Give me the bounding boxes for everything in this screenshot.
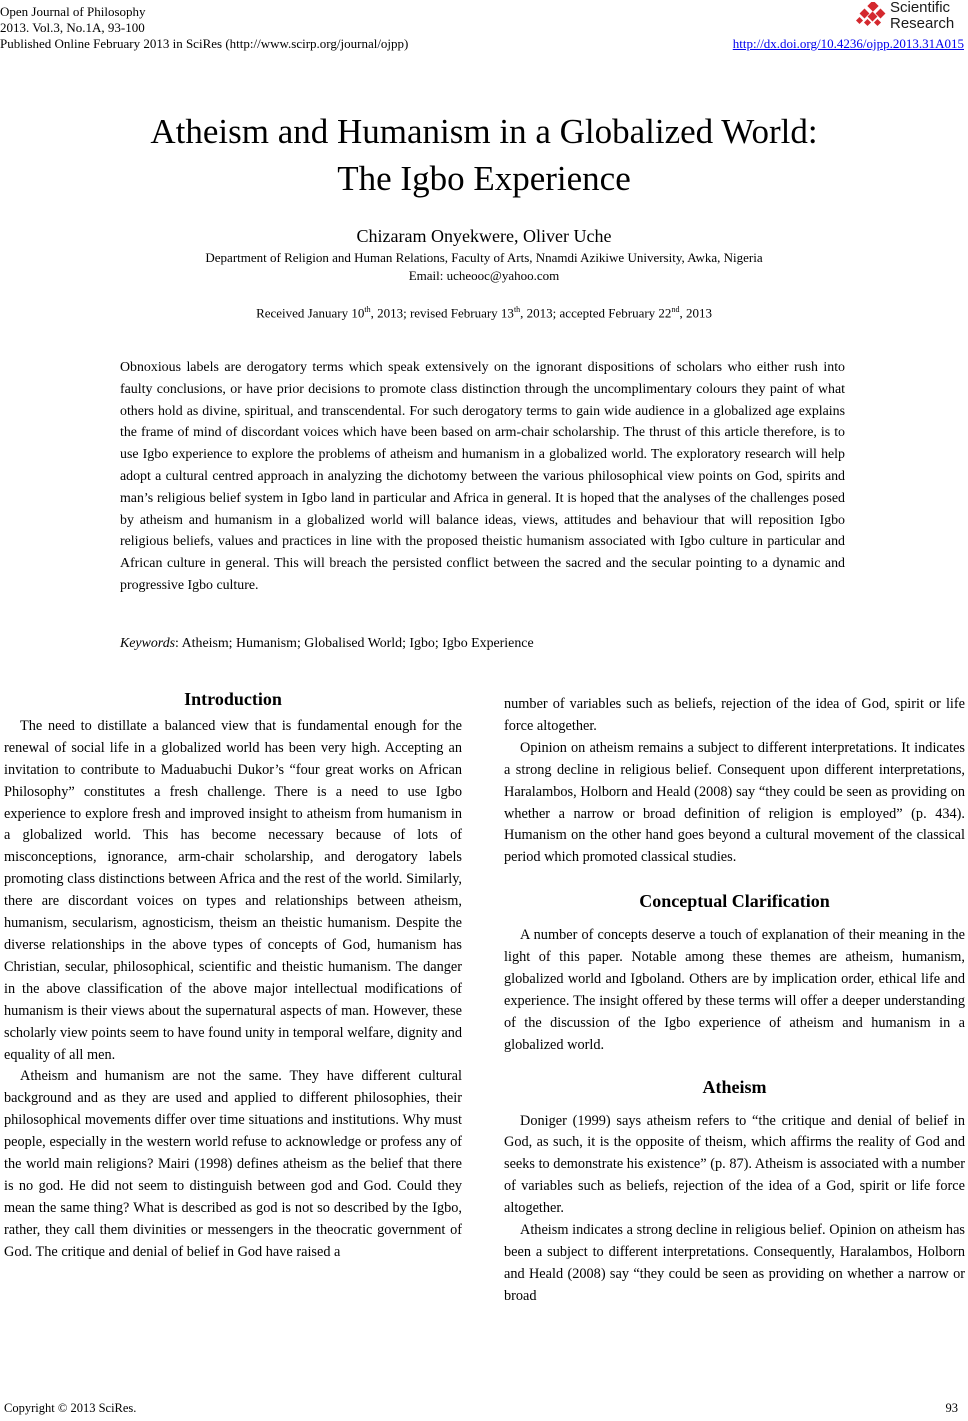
left-column: [4, 689, 462, 1264]
keywords: [120, 636, 534, 652]
journal-name: Open Journal of Philosophy: [0, 4, 146, 19]
section-heading-introduction: Introduction: [184, 689, 282, 709]
paper-title: Atheism and Humanism in a Globalized World: The Igbo Experience: [150, 112, 818, 198]
running-header: [0, 4, 408, 52]
published-line: Published Online February 2013 in SciRes (http://www.scirp.org/journal/ojpp): [0, 36, 409, 51]
paragraph: Opinion on atheism remains a subject to different interpretations. It indicates a strong decline in religious belief. Consequent upon different interpretations, Haralambos, Holborn and Heald (2008) say “they could be seen as providing on whether a narrow or broad definition of religion is employed” (p. 434). Humanism on the other hand goes beyond a cultural movement of the classical period which promoted classical studies.: [504, 739, 965, 866]
section-heading-atheism: Atheism: [702, 1076, 767, 1097]
affiliation: Department of Religion and Human Relations, Faculty of Arts, Nnamdi Azikiwe University, Awka, Nigeria: [205, 250, 763, 265]
doi-link[interactable]: http://dx.doi.org/10.4236/ojpp.2013.31A015: [732, 36, 964, 51]
paragraph: A number of concepts deserve a touch of explanation of their meaning in the light of this paper. Notable among these themes are atheism, humanism, globalized world and Igboland. Others are by implication order, ethical life and experience. The insight offered by these terms will offer a deeper understanding of the discussion of the Igbo experience of atheism and humanism in a globalized world.: [504, 927, 965, 1053]
received-dates: Received January 10th, 2013; revised February 13th, 2013; accepted February 22nd, 2013: [256, 305, 712, 321]
paragraph: Atheism and humanism are not the same. They have different cultural background and as they are used and applied to different philosophies, their philosophical movements differ over time situations and institutions. Why must people, especially in the western world refuse to acknowledge or profess any of the world main religions? Mairi (1998) defines atheism as the belief that there is no god. He did not seem to distinguish between god and God. Could they mean the same thing? What is described as god is not so described by the Igbo, rather, they call them divinities or messengers in the theocratic government of God. The critique and denial of belief in God have raised a: [4, 1068, 462, 1260]
journal-volume: 2013. Vol.3, No.1A, 93-100: [0, 20, 145, 35]
section-heading-conceptual-clarification: Conceptual Clarification: [639, 891, 830, 912]
copyright: Copyright © 2013 SciRes.: [4, 1401, 137, 1415]
paragraph: Doniger (1999) says atheism refers to “the critique and denial of belief in God, as such, it is the opposite of theism, which affirms the reality of God and seeks to demonstrate his existence” (p. 87). Atheism is associated with a number of variables such as beliefs, rejection of the idea of a God, spirit or life force altogether.: [504, 1112, 965, 1217]
logo-wordmark: Scientific Research: [890, 0, 955, 32]
keywords-list: : Atheism; Humanism; Globalised World; Igbo; Igbo Experience: [175, 636, 534, 651]
right-column: [504, 694, 965, 1308]
affiliation-block: [0, 249, 968, 285]
scirp-logo: [856, 0, 966, 34]
authors: Chizaram Onyekwere, Oliver Uche: [356, 226, 612, 246]
page-number: 93: [945, 1401, 958, 1415]
paragraph: number of variables such as beliefs, rejection of the idea of God, spirit or life force altogether.: [504, 696, 965, 734]
keywords-label: Keywords: [120, 636, 176, 651]
abstract: Obnoxious labels are derogatory terms which speak extensively on the ignorant dispositions of scholars who either rush into faulty conclusions, or have prior decisions to promote class distinction through the uncomplimentary colours they paint of what others hold as divine, spiritual, and transcendental. For such derogatory terms to gain wide audience in a globalized age explains the frame of mind of discordant voices which have been based on arm-chair scholarship. The thrust of this article therefore, is to use Igbo experience to explore the problems of atheism and humanism in a globalized world. The exploratory research will help adopt a cultural centred approach in analyzing the dichotomy between the various philosophical view points on God, spirits and man’s religious belief system in Igbo land in particular and Africa in general. It is hoped that the analyses of the challenges posed by atheism and humanism in a globalized world will balance ideas, views, attitudes and behaviour that will reposition Igbo religious beliefs, values and practices in line with the proposed theistic humanism associated with Igbo culture in particular and African culture in general. This will breach the persisted conflict between the sacred and the secular pointing to a dynamic and progressive Igbo culture.: [120, 360, 845, 593]
paragraph: Atheism indicates a strong decline in religious belief. Opinion on atheism has been a subject to different interpretations. Consequently, Haralambos, Holborn and Heald (2008) say “they could be seen as providing on whether a narrow or broad: [504, 1222, 965, 1304]
paragraph: The need to distillate a balanced view that is fundamental enough for the renewal of social life in a globalized world has been very high. Accepting an invitation to contribute to Maduabuchi Dukor’s “four great works on African Philosophy” constitutes a fresh challenge. There is a need to use Igbo experience to explore fresh and improved insight to atheism from humanism in a globalized world. This has become necessary because of lots of misconceptions, ignorance, arm-chair scholarship, and derogatory labels promoting class distinctions between Africa and the rest of the world. Similarly, there are discordant voices on types and relationships between atheism, humanism, secularism, agnosticism, theism an theistic humanism. Despite the diverse relationships in the above types of concepts of God, humanism has Christian, secular, philosophical, scientific and theistic humanism. The danger in the above classification of the above major intellectual modifications of humanism is their views about the supernatural aspects of man. However, these scholarly view points seem to have found unity in temporal welfare, dignity and equality of all men.: [4, 717, 462, 1063]
logo-mark-icon: [856, 2, 890, 32]
email: Email: ucheooc@yahoo.com: [408, 268, 560, 283]
